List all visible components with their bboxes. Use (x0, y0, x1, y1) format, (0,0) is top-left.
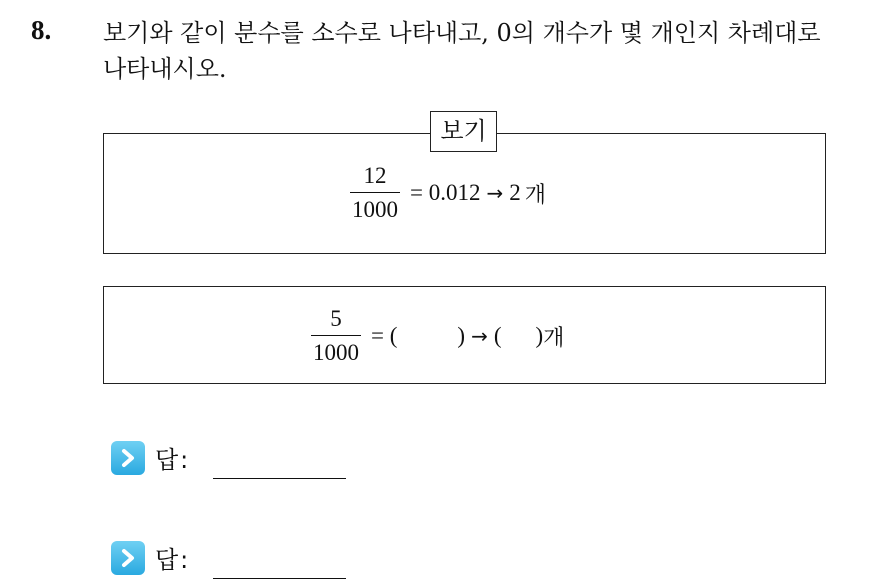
example-unit: 개 (524, 182, 547, 208)
example-expression (350, 163, 546, 223)
problem-open-paren-2: ( (493, 323, 502, 348)
question-text-line-2: 나타내시오. (103, 55, 227, 83)
answer-label: 답: (155, 546, 191, 574)
problem-numerator: 5 (330, 306, 342, 331)
question-text (103, 15, 873, 87)
example-fraction (350, 163, 400, 223)
problem-expression (311, 306, 564, 366)
example-equals-decimal: = 0.012 (410, 180, 481, 205)
question-text-line-1: 보기와 같이 분수를 소수로 나타내고, 0의 개수가 몇 개인지 차례대로 (103, 19, 821, 47)
chevron-right-icon (111, 441, 145, 475)
example-result: 2 (509, 180, 521, 205)
answer-label: 답: (155, 446, 191, 474)
problem-unit: 개 (543, 325, 565, 351)
answer-row-1 (111, 440, 190, 475)
problem-equals-open-paren: = ( (371, 323, 398, 348)
problem-fraction (311, 306, 361, 366)
problem-arrow: → (471, 324, 488, 348)
fraction-bar (311, 335, 361, 336)
fraction-bar (350, 192, 400, 193)
problem-denominator: 1000 (313, 340, 359, 365)
problem-close-paren-2: ) (535, 323, 544, 348)
answer-line-1[interactable] (213, 478, 346, 479)
answer-line-2[interactable] (213, 578, 346, 579)
example-numerator: 12 (363, 163, 387, 188)
example-arrow: → (486, 181, 504, 205)
answer-row-2 (111, 540, 190, 575)
question-number: 8. (31, 15, 52, 45)
example-denominator: 1000 (352, 197, 398, 222)
problem-close-paren-1: ) (457, 323, 466, 348)
chevron-right-icon (111, 541, 145, 575)
example-box-label: 보기 (430, 111, 497, 152)
